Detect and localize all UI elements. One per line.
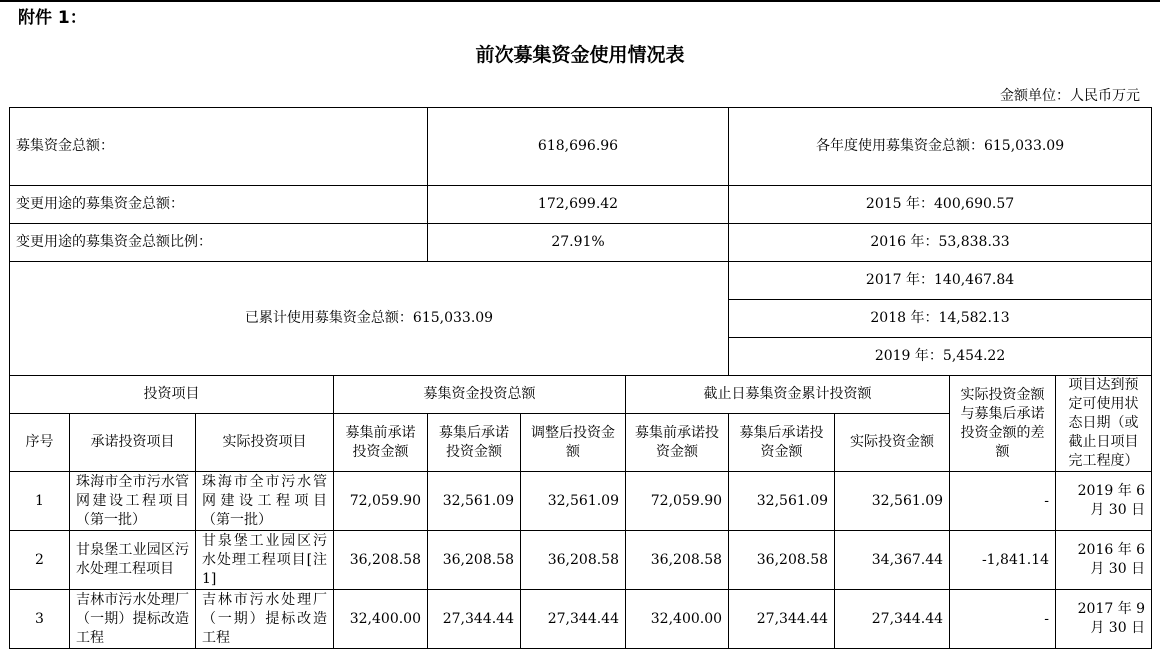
row-ready-date: 2017 年 9 月 30 日 <box>1056 590 1152 649</box>
ratio-value: 27.91% <box>428 224 729 262</box>
header-row-1 <box>10 376 1152 414</box>
year-2018: 2018 年：14,582.13 <box>729 300 1152 338</box>
header-promised-project: 承诺投资项目 <box>70 414 196 472</box>
year-2016: 2016 年：53,838.33 <box>729 224 1152 262</box>
summary-row-total <box>10 108 1152 186</box>
row-post-promise: 27,344.44 <box>428 590 521 649</box>
row-pre-promise: 36,208.58 <box>334 531 428 590</box>
row-actual-invest: 34,367.44 <box>835 531 950 590</box>
summary-row-2017 <box>10 262 1152 300</box>
changed-value: 172,699.42 <box>428 186 729 224</box>
row-actual-project: 珠海市全市污水管网建设工程项目（第一批） <box>196 472 334 531</box>
row-pre-promise-cumulative: 36,208.58 <box>626 531 729 590</box>
row-ready-date: 2016 年 6 月 30 日 <box>1056 531 1152 590</box>
summary-row-changed <box>10 186 1152 224</box>
top-rule <box>0 0 1160 2</box>
header-project: 投资项目 <box>10 376 334 414</box>
row-post-promise-cumulative: 32,561.09 <box>729 472 835 531</box>
row-promised-project: 吉林市污水处理厂（一期）提标改造工程 <box>70 590 196 649</box>
row-pre-promise: 32,400.00 <box>334 590 428 649</box>
ratio-label: 变更用途的募集资金总额比例： <box>10 224 428 262</box>
year-2017: 2017 年：140,467.84 <box>729 262 1152 300</box>
page-title: 前次募集资金使用情况表 <box>475 44 685 66</box>
row-promised-project: 珠海市全市污水管网建设工程项目（第一批） <box>70 472 196 531</box>
table-row <box>10 531 1152 590</box>
row-pre-promise-cumulative: 32,400.00 <box>626 590 729 649</box>
row-adjusted: 27,344.44 <box>521 590 626 649</box>
row-seq: 1 <box>10 472 70 531</box>
row-actual-project: 吉林市污水处理厂（一期）提标改造工程 <box>196 590 334 649</box>
header-post-promise-cumulative: 募集后承诺投资金额 <box>729 414 835 472</box>
row-post-promise-cumulative: 36,208.58 <box>729 531 835 590</box>
row-ready-date: 2019 年 6 月 30 日 <box>1056 472 1152 531</box>
row-adjusted: 32,561.09 <box>521 472 626 531</box>
row-post-promise-cumulative: 27,344.44 <box>729 590 835 649</box>
header-adjusted: 调整后投资金额 <box>521 414 626 472</box>
year-2019: 2019 年：5,454.22 <box>729 338 1152 376</box>
row-actual-invest: 32,561.09 <box>835 472 950 531</box>
row-seq: 3 <box>10 590 70 649</box>
header-actual-project: 实际投资项目 <box>196 414 334 472</box>
header-pre-promise: 募集前承诺投资金额 <box>334 414 428 472</box>
header-raised-total: 募集资金投资总额 <box>334 376 626 414</box>
changed-label: 变更用途的募集资金总额： <box>10 186 428 224</box>
row-diff: -1,841.14 <box>950 531 1056 590</box>
attachment-label: 附件 1： <box>18 8 87 28</box>
row-adjusted: 36,208.58 <box>521 531 626 590</box>
header-diff: 实际投资金额与募集后承诺投资金额的差额 <box>950 376 1056 472</box>
fund-usage-table <box>9 107 1152 649</box>
header-pre-promise-cumulative: 募集前承诺投资金额 <box>626 414 729 472</box>
row-actual-invest: 27,344.44 <box>835 590 950 649</box>
summary-row-ratio <box>10 224 1152 262</box>
table-row <box>10 590 1152 649</box>
header-cumulative-invest: 截止日募集资金累计投资额 <box>626 376 950 414</box>
row-pre-promise-cumulative: 72,059.90 <box>626 472 729 531</box>
total-value: 618,696.96 <box>428 108 729 186</box>
header-ready-date: 项目达到预定可使用状态日期（或截止日项目完工程度） <box>1056 376 1152 472</box>
row-promised-project: 甘泉堡工业园区污水处理工程项目 <box>70 531 196 590</box>
yearly-total: 各年度使用募集资金总额：615,033.09 <box>729 108 1152 186</box>
header-actual-invest: 实际投资金额 <box>835 414 950 472</box>
year-2015: 2015 年：400,690.57 <box>729 186 1152 224</box>
row-seq: 2 <box>10 531 70 590</box>
row-actual-project: 甘泉堡工业园区污水处理工程项目[注 1] <box>196 531 334 590</box>
row-pre-promise: 72,059.90 <box>334 472 428 531</box>
header-seq: 序号 <box>10 414 70 472</box>
cumulative-used: 已累计使用募集资金总额：615,033.09 <box>10 262 729 376</box>
row-post-promise: 36,208.58 <box>428 531 521 590</box>
row-diff: - <box>950 472 1056 531</box>
total-label: 募集资金总额： <box>10 108 428 186</box>
row-post-promise: 32,561.09 <box>428 472 521 531</box>
currency-unit: 金额单位：人民币万元 <box>1000 88 1140 104</box>
row-diff: - <box>950 590 1056 649</box>
table-row <box>10 472 1152 531</box>
header-post-promise: 募集后承诺投资金额 <box>428 414 521 472</box>
